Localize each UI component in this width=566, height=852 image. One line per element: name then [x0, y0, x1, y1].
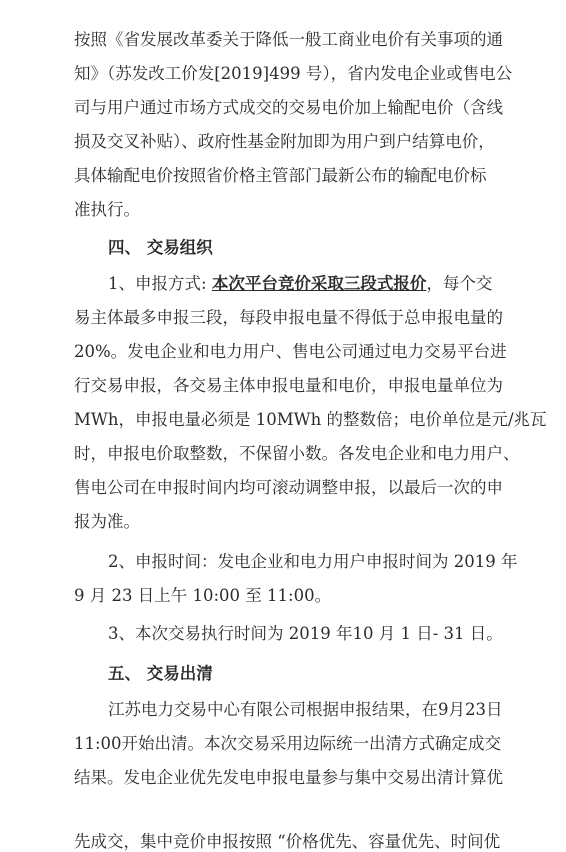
text-line: MWh，申报电量必须是 10MWh 的整数倍；电价单位是元/兆瓦 [74, 410, 547, 429]
text-line: 具体输配电价按照省价格主管部门最新公布的输配电价标 [74, 166, 487, 185]
text-line: 江苏电力交易中心有限公司根据申报结果，在9月23日 [108, 700, 503, 719]
text-line: 时，申报电价取整数，不保留小数。各发电企业和电力用户、 [74, 444, 520, 463]
section-heading-5: 五、 交易出清 [108, 664, 213, 683]
text-line: 20%。发电企业和电力用户、售电公司通过电力交易平台进 [74, 342, 507, 361]
text-line: 知》（苏发改工价发[2019]499 号），省内发电企业或售电公 [74, 64, 513, 83]
text-line: 结果。发电企业优先发电申报电量参与集中交易出清计算优 [74, 768, 503, 787]
text-line: 报为准。 [74, 512, 140, 531]
text-line: 准执行。 [74, 200, 140, 219]
paragraph-1-prefix: 1、申报方式: [108, 274, 212, 293]
text-line: 司与用户通过市场方式成交的交易电价加上输配电价（含线 [74, 98, 503, 117]
paragraph-1-emphasis: 本次平台竞价采取三段式报价 [211, 274, 427, 293]
text-line: 先成交，集中竞价申报按照 “价格优先、容量优先、时间优 [74, 832, 501, 851]
text-line: 按照《省发展改革委关于降低一般工商业电价有关事项的通 [74, 30, 503, 49]
text-line: 9 月 23 日上午 10:00 至 11:00。 [74, 586, 332, 605]
section-heading-4: 四、 交易组织 [108, 238, 213, 257]
paragraph-1-suffix: ，每个交 [426, 274, 493, 293]
paragraph-1-first-line [108, 274, 494, 294]
text-line: 行交易申报，各交易主体申报电量和电价，申报电量单位为 [74, 376, 503, 395]
text-line: 易主体最多申报三段，每段申报电量不得低于总申报电量的 [74, 308, 503, 327]
text-line: 售电公司在申报时间内均可滚动调整申报，以最后一次的申 [74, 478, 503, 497]
text-line: 2、申报时间：发电企业和电力用户申报时间为 2019 年 [108, 552, 518, 571]
text-line: 3、本次交易执行时间为 2019 年10 月 1 日- 31 日。 [108, 624, 503, 643]
text-line: 损及交叉补贴）、政府性基金附加即为用户到户结算电价， [74, 132, 495, 151]
text-line: 11:00开始出清。本次交易采用边际统一出清方式确定成交 [74, 734, 502, 753]
